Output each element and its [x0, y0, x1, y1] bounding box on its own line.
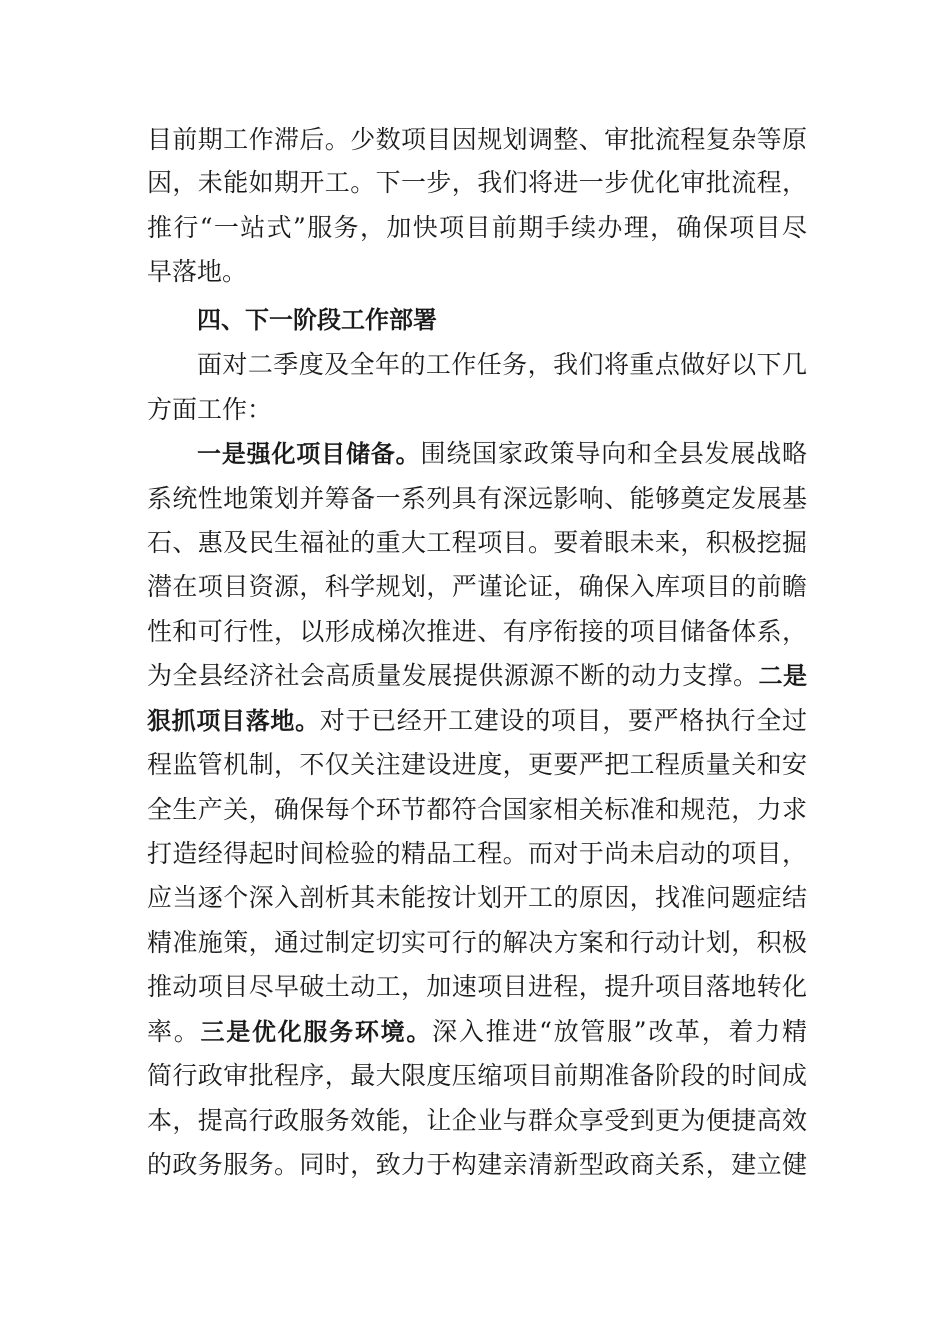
paragraph-line: 全生产关，确保每个环节都符合国家相关标准和规范，力求: [147, 795, 807, 824]
bold-lead: 三是优化服务环境。: [200, 1018, 433, 1046]
paragraph-line: 程监管机制，不仅关注建设进度，更要严把工程质量关和安: [147, 750, 807, 779]
paragraph-text: 深入推进“放管服”改革，着力精: [432, 1017, 807, 1046]
paragraph-line: 简行政审批程序，最大限度压缩项目前期准备阶段的时间成: [147, 1061, 807, 1090]
paragraph-text: 为全县经济社会高质量发展提供源源不断的动力支撑。: [147, 661, 759, 690]
section-heading: 四、下一阶段工作部署: [197, 306, 437, 334]
paragraph-text: 对于已经开工建设的项目，要严格执行全过: [319, 706, 807, 735]
paragraph-line: 因，未能如期开工。下一步，我们将进一步优化审批流程，: [147, 168, 807, 197]
paragraph-line: [147, 1012, 807, 1052]
paragraph-line: [147, 701, 807, 741]
bold-lead: 狠抓项目落地。: [147, 707, 320, 735]
paragraph-line: 打造经得起时间检验的精品工程。而对于尚未启动的项目，: [147, 839, 807, 868]
paragraph-line: 精准施策，通过制定切实可行的解决方案和行动计划，积极: [147, 928, 807, 957]
paragraph-line: 推行“一站式”服务，加快项目前期手续办理，确保项目尽: [147, 213, 807, 242]
paragraph-line: 推动项目尽早破土动工，加速项目进程，提升项目落地转化: [147, 972, 807, 1001]
paragraph-line: 性和可行性，以形成梯次推进、有序衔接的项目储备体系，: [147, 617, 807, 646]
paragraph-line: 早落地。: [147, 257, 248, 286]
paragraph-line: 的政务服务。同时，致力于构建亲清新型政商关系，建立健: [147, 1150, 807, 1179]
paragraph-text: 围绕国家政策导向和全县发展战略: [420, 439, 807, 468]
bold-lead: 二是: [758, 662, 807, 690]
paragraph-line: 系统性地策划并筹备一系列具有深远影响、能够奠定发展基: [147, 484, 807, 513]
paragraph-line: 石、惠及民生福祉的重大工程项目。要着眼未来，积极挖掘: [147, 528, 807, 557]
paragraph-line: 应当逐个深入剖析其未能按计划开工的原因，找准问题症结: [147, 883, 807, 912]
paragraph-line: 面对二季度及全年的工作任务，我们将重点做好以下几: [197, 350, 807, 379]
paragraph-line: 目前期工作滞后。少数项目因规划调整、审批流程复杂等原: [147, 125, 807, 154]
paragraph-line: [197, 434, 807, 474]
paragraph-line: 本，提高行政服务效能，让企业与群众享受到更为便捷高效: [147, 1106, 807, 1135]
paragraph-text: 率。: [147, 1017, 201, 1046]
paragraph-line: 方面工作：: [147, 395, 273, 424]
bold-lead: 一是强化项目储备。: [197, 440, 421, 468]
paragraph-line: 潜在项目资源，科学规划，严谨论证，确保入库项目的前瞻: [147, 572, 807, 601]
paragraph-line: [147, 656, 807, 696]
